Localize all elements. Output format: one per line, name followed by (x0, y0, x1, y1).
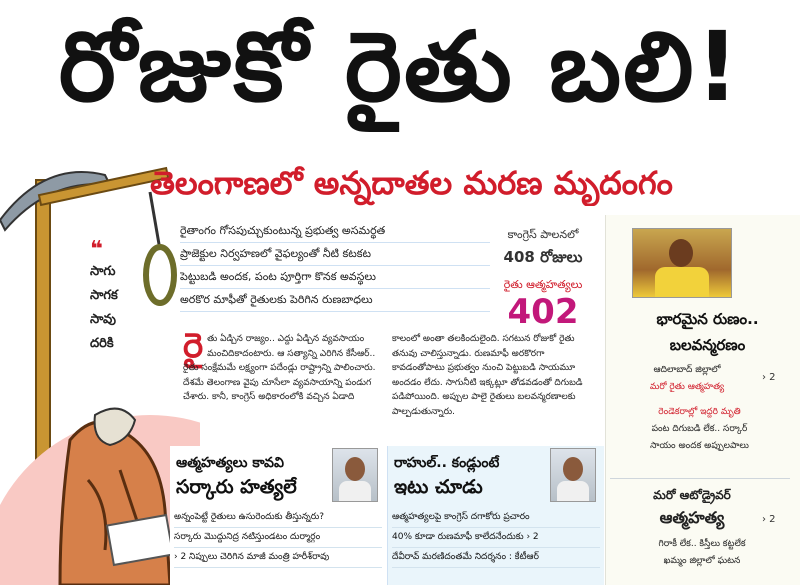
politician-photo (332, 448, 378, 502)
page-ref[interactable]: › 2 (762, 372, 776, 383)
story-line: 40% కూడా రుణమాఫీ కాలేదనేందుకు › 2 (392, 528, 600, 548)
article-column-2 (392, 332, 600, 442)
subheadline: తెలంగాణలో అన్నదాతల మరణ మృదంగం (150, 164, 673, 202)
sidebar-story-1[interactable]: ఆదిలాబాద్ జిల్లాలో మరో రైతు ఆత్మహత్య (649, 365, 725, 392)
politician-photo (550, 448, 596, 502)
headline: రోజుకో రైతు బలి! (58, 11, 742, 123)
story-box-ktr[interactable] (387, 446, 604, 585)
stats-block (488, 218, 598, 332)
intro-line: ప్రాజెక్టుల నిర్వహణలో వైఫల్యంతో నీటి కటకట (180, 243, 490, 266)
side-quote-line: సాగక (90, 288, 118, 303)
side-quote-line: సాగు (90, 264, 116, 279)
intro-line: అరకొర మాఫీతో రైతులకు పెరిగిన రుణబాధలు (180, 289, 490, 312)
article-text: తు ఏడ్చిన రాజ్యం.. ఎద్దు ఏడ్చిన వ్యవసాయం మంచిదికాదంటారు. ఆ సత్యాన్ని ఎరిగిన కేసీఆర్.. రైతు సంక్షేమమే లక్ష్యంగా పదేండ్లు రాష్ట్రాన్ని పాలించారు. దేశమే తెలంగాణ వైపు చూసేలా వ్యవసాయాన్ని పండుగ చేశారు. కానీ, కాంగ్రెస్ అధికారంలోకి వచ్చిన ఏడాది (183, 334, 376, 402)
story-box-harish[interactable] (170, 446, 385, 585)
intro-block (180, 220, 490, 330)
side-quote-line: సావు (90, 312, 116, 327)
sidebar-heading-debt: భారమైన రుణం.. బలవన్మరణం (656, 310, 759, 354)
intro-line: పెట్టుబడి అందక, పంట పూర్తిగా కొనక అవస్థలు (180, 266, 490, 289)
sidebar-story-3[interactable]: గిరాకీ లేక.. కిస్తీలు కట్టలేక ఖమ్మం జిల్లాలో ఘటన (658, 539, 746, 566)
sidebar-divider (610, 478, 790, 479)
side-quote-line: దరికి (90, 336, 114, 351)
story-title: సర్కారు హత్యలే (176, 476, 297, 498)
story-line: ఆత్మహత్యలపై కాంగ్రెస్ దగాకోరు ప్రచారం (392, 508, 600, 528)
article-text: కాలంలో అంతా తలకిందులైంది. సగటున రోజుకో రైతు తనువు చాలిస్తున్నాడు. రుణమాఫీ అరకొరగా కావడంతోపాటు ప్రభుత్వం నుంచి పెట్టుబడి సాయమూ అందడం లేదు. సాగునీటి ఇక్కట్లూ తోడవడంతో దిగుబడి పడిపోయింది. అప్పుల పాలై రైతులు బలవన్మరణాలకు పాల్పడుతున్నారు. (392, 334, 583, 417)
sidebar-story-2[interactable]: రెండెకరాల్లో ఇద్దరి మృతి పంట దిగుబడి లేక.. సర్కార్ సాయం అందక అప్పులపాలు (650, 407, 749, 451)
story-title: ఇటు చూడు (394, 476, 483, 498)
story-line: దేవీరావ్ మరణిదంతమే నిదర్శనం : కేటీఆర్ (392, 548, 600, 568)
intro-line: రైతాంగం గోసపుచ్చుకుంటున్న ప్రభుత్వ అసమర్థత (180, 220, 490, 243)
page-ref[interactable]: › 2 (762, 514, 776, 525)
story-line: అన్నంపెట్టే రైతులు ఉసురెందుకు తీస్తున్నరు? (174, 508, 382, 528)
farmer-photo (632, 228, 732, 298)
stats-label-days: కాంగ్రెస్ పాలనలో (507, 228, 579, 241)
side-quote (90, 237, 160, 370)
dropcap: రై (183, 332, 204, 366)
article-column-1 (183, 332, 383, 442)
stats-value-days: 408 రోజులు (503, 248, 583, 266)
quote-mark-icon: ❝ (90, 237, 103, 262)
stats-label-suicides: రైతు ఆత్మహత్యలు (503, 278, 583, 291)
story-title: ఆత్మహత్యలు కావవి (176, 455, 284, 471)
sidebar-heading-auto-driver[interactable]: మరో ఆటోడ్రైవర్ ఆత్మహత్య (653, 488, 731, 527)
story-line: › 2 నిప్పులు చెరిగిన మాజీ మంత్రి హరీశ్‌రావు (174, 548, 382, 568)
stats-value-suicides: 402 (507, 292, 579, 332)
story-title: రాహుల్.. కండ్లుంటే (394, 455, 500, 471)
story-line: సర్కారు మొద్దునిద్ర నటిస్తుండటం దుర్మార్గం (174, 528, 382, 548)
